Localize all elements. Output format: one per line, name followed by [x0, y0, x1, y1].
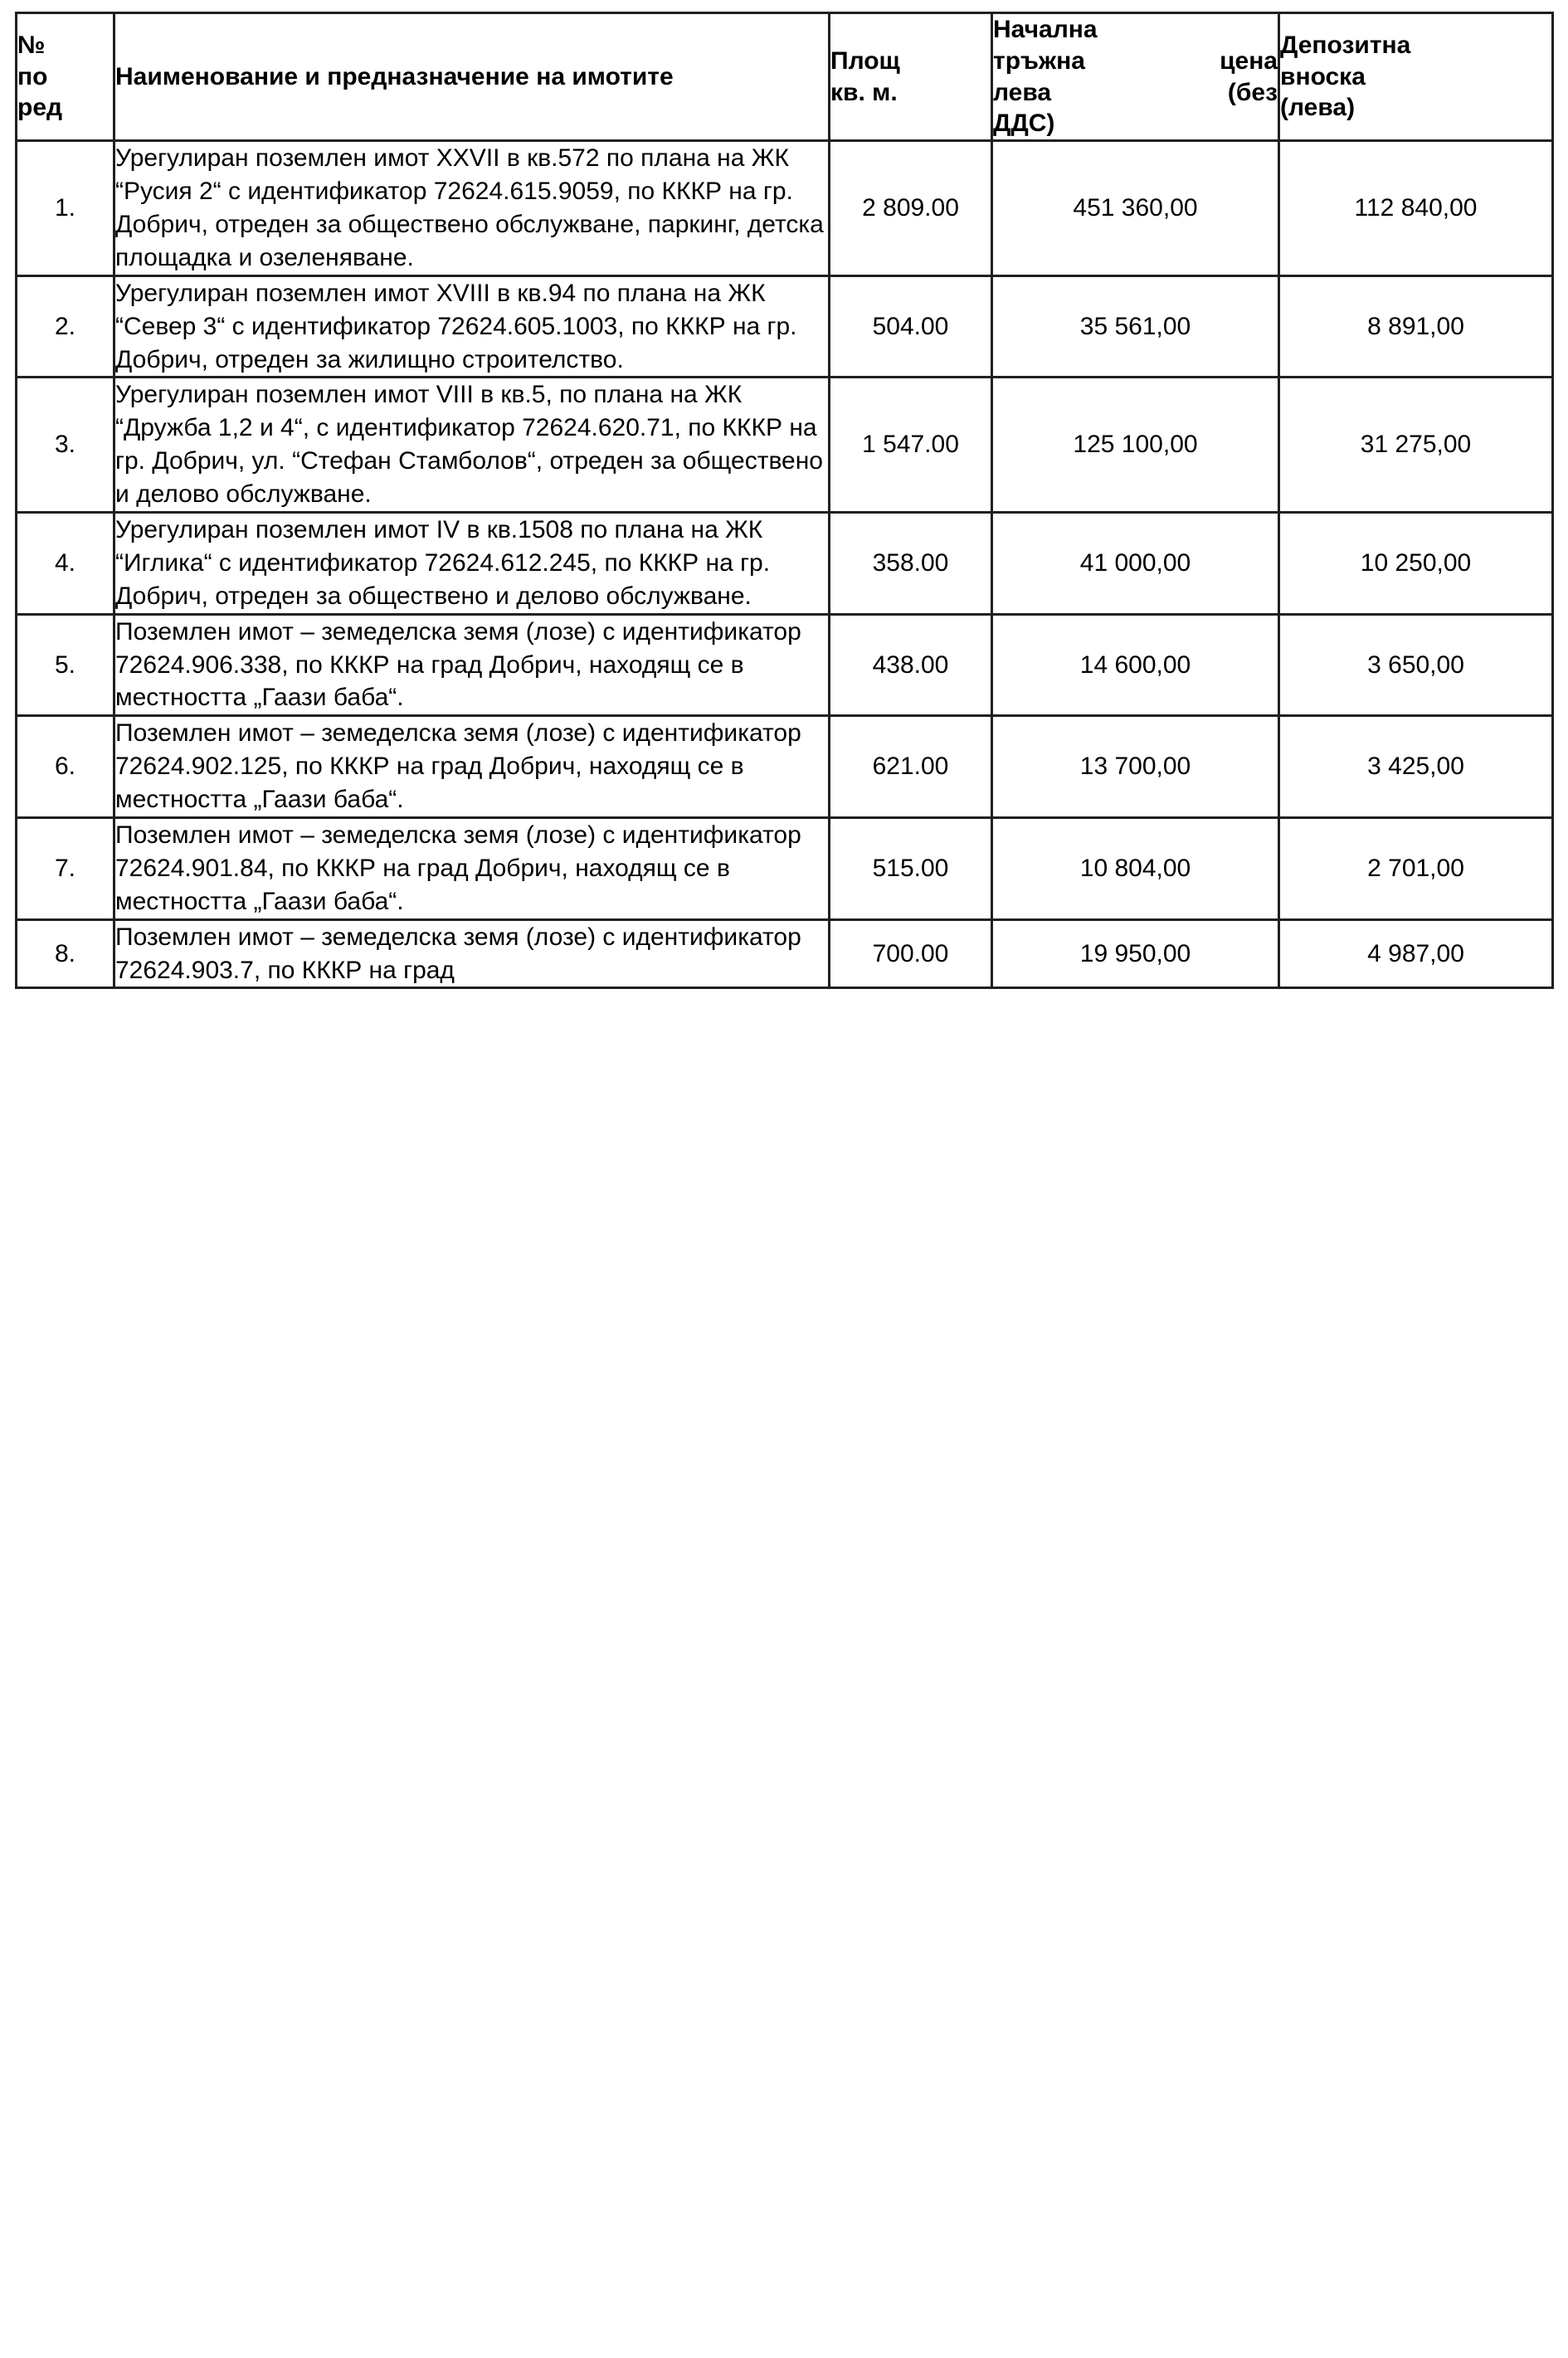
column-header-area-line-2: кв. м. — [830, 78, 898, 106]
row-area: 358.00 — [830, 512, 992, 614]
row-deposit: 8 891,00 — [1279, 275, 1553, 378]
column-header-number — [17, 13, 114, 141]
table-row — [17, 818, 1553, 920]
row-number: 6. — [17, 716, 114, 818]
column-header-number-line-3: ред — [17, 94, 63, 122]
table-row — [17, 919, 1553, 988]
row-deposit: 112 840,00 — [1279, 141, 1553, 276]
row-deposit: 3 425,00 — [1279, 716, 1553, 818]
row-number: 5. — [17, 614, 114, 716]
properties-table — [15, 12, 1554, 989]
row-name: Поземлен имот – земеделска земя (лозе) с идентификатор 72624.901.84, по КККР на град Добрич, находящ се в местността „Гаази баба“. — [114, 818, 830, 920]
row-name: Урегулиран поземлен имот VIII в кв.5, по плана на ЖК “Дружба 1,2 и 4“, с идентификатор 72624.620.71, по КККР на гр. Добрич, ул. “Стефан Стамболов“, отреден за обществено и делово обслужване. — [114, 378, 830, 513]
row-number: 7. — [17, 818, 114, 920]
row-name: Поземлен имот – земеделска земя (лозе) с идентификатор 72624.902.125, по КККР на град Добрич, находящ се в местността „Гаази баба“. — [114, 716, 830, 818]
row-price: 41 000,00 — [992, 512, 1279, 614]
row-number: 3. — [17, 378, 114, 513]
row-name: Урегулиран поземлен имот XXVII в кв.572 по плана на ЖК “Русия 2“ с идентификатор 72624.615.9059, по КККР на гр. Добрич, отреден за обществено обслужване, паркинг, детска площадка и озеленяване. — [114, 141, 830, 276]
row-price: 35 561,00 — [992, 275, 1279, 378]
column-header-price-line-3: лева (без — [993, 78, 1278, 106]
table-body — [17, 141, 1553, 988]
row-price: 14 600,00 — [992, 614, 1279, 716]
row-deposit: 10 250,00 — [1279, 512, 1553, 614]
row-number: 8. — [17, 919, 114, 988]
table-header-row — [17, 13, 1553, 141]
row-number: 1. — [17, 141, 114, 276]
table-row — [17, 716, 1553, 818]
row-number: 4. — [17, 512, 114, 614]
row-area: 438.00 — [830, 614, 992, 716]
row-price: 13 700,00 — [992, 716, 1279, 818]
row-area: 504.00 — [830, 275, 992, 378]
row-area: 621.00 — [830, 716, 992, 818]
table-row — [17, 275, 1553, 378]
row-area: 1 547.00 — [830, 378, 992, 513]
column-header-price-line-1: Начална — [993, 16, 1098, 43]
table-row — [17, 378, 1553, 513]
row-area: 515.00 — [830, 818, 992, 920]
column-header-number-line-1: № — [17, 31, 46, 59]
row-name: Урегулиран поземлен имот XVIII в кв.94 по плана на ЖК “Север 3“ с идентификатор 72624.605.1003, по КККР на гр. Добрич, отреден за жилищно строителство. — [114, 275, 830, 378]
column-header-price — [992, 13, 1279, 141]
row-area: 2 809.00 — [830, 141, 992, 276]
row-deposit: 31 275,00 — [1279, 378, 1553, 513]
row-deposit: 2 701,00 — [1279, 818, 1553, 920]
row-price: 10 804,00 — [992, 818, 1279, 920]
document-page — [0, 0, 1568, 989]
column-header-name: Наименование и предназначение на имотите — [114, 13, 830, 141]
row-area: 700.00 — [830, 919, 992, 988]
table-row — [17, 614, 1553, 716]
column-header-deposit-line-3: (лева) — [1280, 94, 1356, 122]
column-header-number-line-2: по — [17, 62, 48, 90]
column-header-area-line-1: Площ — [830, 46, 900, 75]
row-deposit: 4 987,00 — [1279, 919, 1553, 988]
row-name: Поземлен имот – земеделска земя (лозе) с идентификатор 72624.903.7, по КККР на град — [114, 919, 830, 988]
row-number: 2. — [17, 275, 114, 378]
column-header-deposit — [1279, 13, 1553, 141]
row-price: 19 950,00 — [992, 919, 1279, 988]
column-header-price-line-4: ДДС) — [993, 110, 1055, 138]
row-deposit: 3 650,00 — [1279, 614, 1553, 716]
table-row — [17, 512, 1553, 614]
row-name: Урегулиран поземлен имот IV в кв.1508 по плана на ЖК “Иглика“ с идентификатор 72624.612.245, по КККР на гр. Добрич, отреден за обществено и делово обслужване. — [114, 512, 830, 614]
row-price: 451 360,00 — [992, 141, 1279, 276]
column-header-price-line-2: тръжна цена — [993, 46, 1278, 75]
table-header — [17, 13, 1553, 141]
column-header-deposit-line-1: Депозитна — [1280, 31, 1411, 59]
table-row — [17, 141, 1553, 276]
column-header-area — [830, 13, 992, 141]
row-name: Поземлен имот – земеделска земя (лозе) с идентификатор 72624.906.338, по КККР на град Добрич, находящ се в местността „Гаази баба“. — [114, 614, 830, 716]
column-header-deposit-line-2: вноска — [1280, 62, 1366, 90]
row-price: 125 100,00 — [992, 378, 1279, 513]
